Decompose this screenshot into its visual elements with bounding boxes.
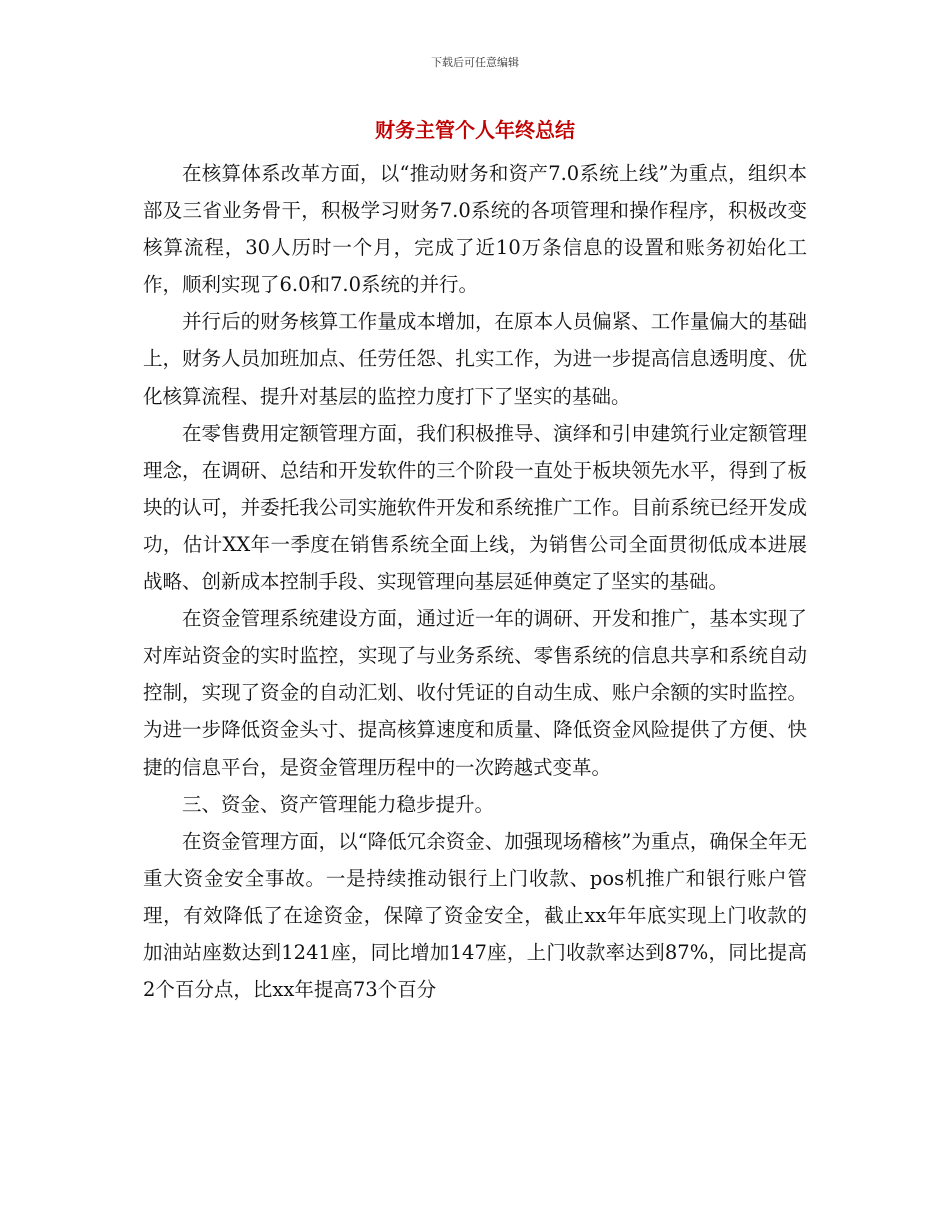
paragraph: 在零售费用定额管理方面，我们积极推导、演绎和引申建筑行业定额管理理念，在调研、总结和开发软件的三个阶段一直处于板块领先水平，得到了板块的认可，并委托我公司实施软件开发和系统推广工作。目前系统已经开发成功，估计XX年一季度在销售系统全面上线，为销售公司全面贯彻低成本进展战略、创新成本控制手段、实现管理向基层延伸奠定了坚实的基础。 <box>143 421 807 594</box>
paragraph: 在资金管理系统建设方面，通过近一年的调研、开发和推广，基本实现了对库站资金的实时监控，实现了与业务系统、零售系统的信息共享和系统自动控制，实现了资金的自动汇划、收付凭证的自动生成、账户余额的实时监控。为进一步降低资金头寸、提高核算速度和质量、降低资金风险提供了方便、快捷的信息平台，是资金管理历程中的一次跨越式变革。 <box>143 607 807 779</box>
paragraph: 在核算体系改革方面，以“推动财务和资产7.0系统上线”为重点，组织本部及三省业务骨干，积极学习财务7.0系统的各项管理和操作程序，积极改变核算流程，30人历时一个月，完成了近10万条信息的设置和账务初始化工作，顺利实现了6.0和7.0系统的并行。 <box>143 162 807 297</box>
document-body <box>143 155 807 1008</box>
paragraph: 在资金管理方面，以“降低冗余资金、加强现场稽核”为重点，确保全年无重大资金安全事故。一是持续推动银行上门收款、pos机推广和银行账户管理，有效降低了在途资金，保障了资金安全，截止xx年年底实现上门收款的加油站座数达到1241座，同比增加147座，上门收款率达到87%，同比提高2个百分点，比xx年提高73个百分 <box>143 829 807 1002</box>
header-note: 下载后可任意编辑 <box>431 56 519 69</box>
section-heading: 三、资金、资产管理能力稳步提升。 <box>182 792 495 816</box>
paragraph: 并行后的财务核算工作量成本增加，在原本人员偏紧、工作量偏大的基础上，财务人员加班加点、任劳任怨、扎实工作，为进一步提高信息透明度、优化核算流程、提升对基层的监控力度打下了坚实的基础。 <box>143 310 807 408</box>
document-title: 财务主管个人年终总结 <box>375 118 575 142</box>
